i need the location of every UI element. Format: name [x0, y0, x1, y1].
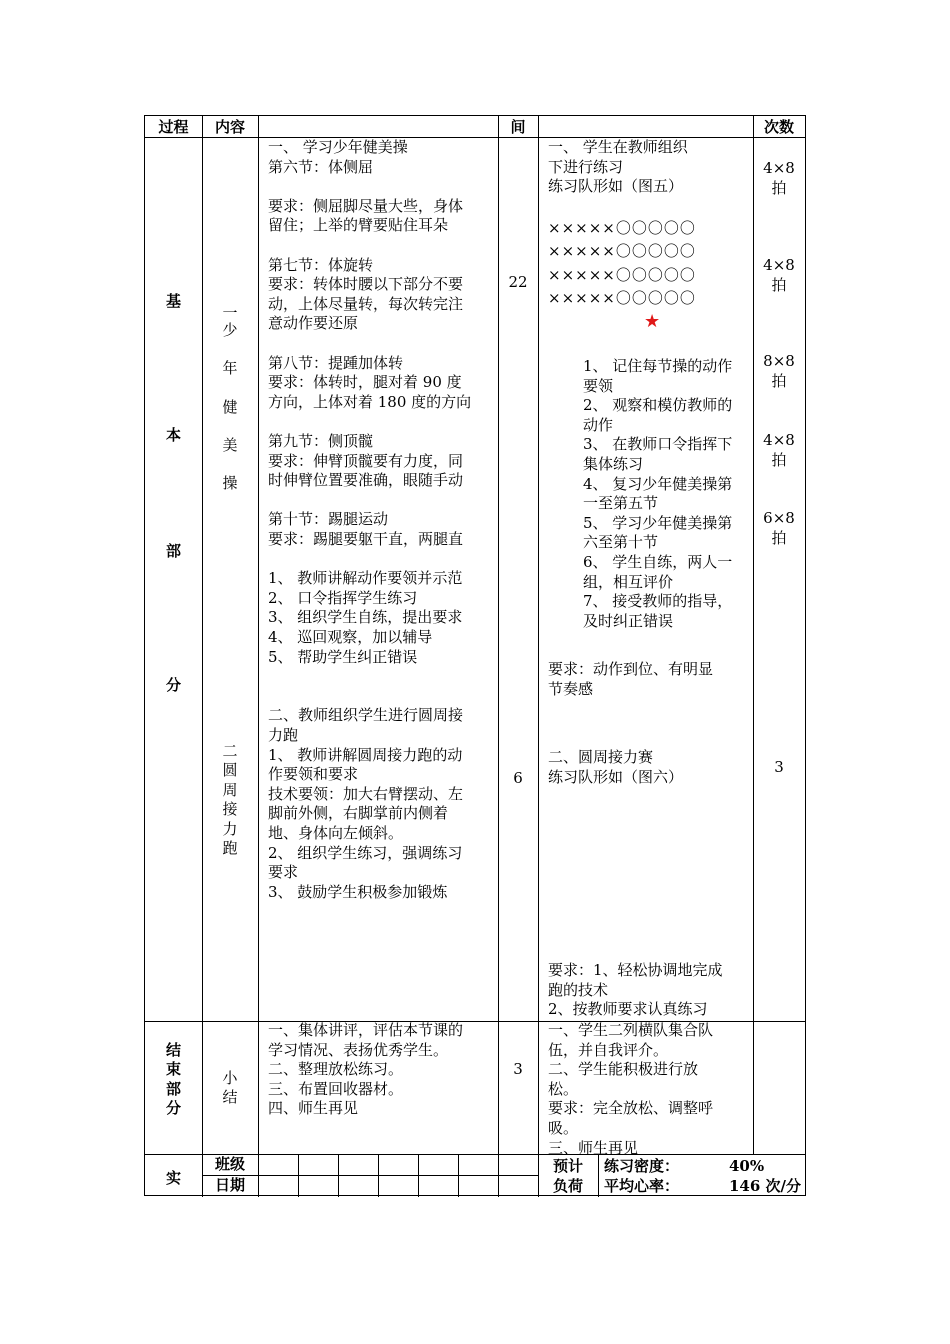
relay-line: 二、圆周接力赛 [548, 748, 654, 766]
student-line: 三、师生再见 [548, 1138, 639, 1157]
col-line [538, 116, 539, 1197]
class-label: 班级 [214, 1155, 245, 1173]
student-line: 一、学生二列横队集合队 [548, 1021, 714, 1039]
teacher-line: 地、身体向左倾斜。 [268, 824, 404, 842]
teacher-line: 第六节：体侧屈 [268, 157, 374, 176]
step-line: 组，相互评价 [583, 572, 674, 591]
teacher-line: 2、 口令指挥学生练习 [268, 588, 418, 607]
count-value: 4×8 [763, 256, 795, 274]
section-char: 部 [165, 542, 181, 560]
content-char: 一 [222, 304, 238, 322]
section-char: 实 [165, 1169, 181, 1187]
teacher-line: 动，上体尽量转，每次转完注 [268, 294, 464, 313]
col-line [258, 116, 259, 1197]
teacher-line: 要求：侧屈脚尽量大些，身体 [268, 196, 464, 215]
teacher-line: 第八节：提踵加体转 [268, 353, 404, 372]
content-char: 小 [222, 1069, 238, 1087]
teacher-line: 四、师生再见 [268, 1099, 359, 1118]
formation-row: ×××××〇〇〇〇〇 [548, 242, 696, 260]
teacher-line: 学习情况、表扬优秀学生。 [268, 1040, 449, 1059]
header-count: 次数 [763, 118, 794, 136]
requirement-line: 2、按教师要求认真练习 [548, 1000, 708, 1019]
time-value: 6 [513, 769, 523, 787]
teacher-line: 3、 组织学生自练，提出要求 [268, 608, 463, 627]
step-line: 六至第十节 [583, 533, 659, 552]
header-time: 间 [510, 118, 526, 136]
requirement-line: 要求：1、轻松协调地完成 [548, 961, 723, 979]
count-value: 8×8 [763, 352, 795, 370]
teacher-line: 要求：踢腿要躯干直，两腿直 [268, 530, 464, 548]
teacher-line: 时伸臂位置要准确，眼随手动 [268, 471, 464, 490]
teacher-position-star-icon: ★ [644, 311, 661, 332]
student-line: 伍，并自我评介。 [548, 1040, 669, 1059]
teacher-line: 力跑 [268, 726, 299, 744]
density-label: 练习密度： [604, 1157, 680, 1175]
student-line: 要求：完全放松、调整呼 [548, 1099, 714, 1118]
section-char: 部 [165, 1080, 181, 1098]
date-label: 日期 [214, 1176, 245, 1194]
content-char: 跑 [222, 839, 238, 857]
estimate-label: 负荷 [552, 1176, 583, 1195]
teacher-line: 3、 鼓励学生积极参加锻炼 [268, 882, 448, 901]
teacher-line: 作要领和要求 [268, 765, 359, 784]
section-char: 分 [165, 1099, 181, 1117]
teacher-line: 第十节：踢腿运动 [268, 510, 389, 529]
requirement-line: 节奏感 [548, 679, 594, 698]
count-value: 4×8 [763, 431, 795, 449]
teacher-line: 第九节：侧顶髋 [268, 432, 374, 450]
requirement-line: 跑的技术 [548, 980, 609, 999]
teacher-line: 一、 学习少年健美操 [268, 138, 408, 156]
col-line [202, 116, 203, 1197]
step-line: 5、 学习少年健美操第 [583, 513, 733, 532]
student-line: 练习队形如（图五） [548, 177, 684, 196]
teacher-line: 5、 帮助学生纠正错误 [268, 647, 418, 666]
student-line: 一、 学生在教师组织 [548, 138, 688, 156]
count-unit: 拍 [771, 178, 787, 197]
formation-row: ×××××〇〇〇〇〇 [548, 219, 696, 237]
header-process: 过程 [158, 118, 189, 136]
step-line: 集体练习 [583, 455, 644, 473]
student-line: 二、学生能积极进行放 [548, 1060, 699, 1079]
teacher-line: 要求：伸臂顶髋要有力度，同 [268, 451, 464, 470]
header-content: 内容 [214, 118, 245, 136]
estimate-label: 预计 [552, 1157, 583, 1175]
step-line: 4、 复习少年健美操第 [583, 474, 733, 493]
teacher-line: 1、 教师讲解圆周接力跑的动 [268, 745, 463, 764]
section-char: 本 [165, 426, 181, 444]
teacher-line: 脚前外侧，右脚掌前内侧着 [268, 804, 449, 823]
teacher-line: 意动作要还原 [268, 314, 359, 333]
teacher-line: 二、教师组织学生进行圆周接 [268, 706, 464, 725]
step-line: 7、 接受教师的指导， [583, 592, 733, 611]
density-value: 40% [729, 1157, 765, 1175]
teacher-line: 二、整理放松练习。 [268, 1060, 404, 1079]
teacher-line: 要求：转体时腰以下部分不要 [268, 275, 464, 294]
time-value: 22 [508, 273, 528, 291]
content-char: 接 [222, 800, 238, 818]
section-char: 束 [165, 1060, 181, 1078]
count-unit: 拍 [771, 528, 787, 547]
teacher-line: 第七节：体旋转 [268, 255, 374, 274]
content-char: 美 [222, 436, 238, 454]
content-char: 力 [222, 820, 238, 838]
count-unit: 拍 [771, 275, 787, 294]
content-char: 年 [222, 359, 238, 377]
requirement-line: 要求：动作到位、有明显 [548, 660, 714, 678]
teacher-line: 三、布置回收器材。 [268, 1079, 404, 1098]
teacher-line: 1、 教师讲解动作要领并示范 [268, 569, 463, 588]
count-value: 6×8 [763, 509, 795, 527]
footer-grid-line [598, 1154, 599, 1197]
section-char: 基 [165, 292, 181, 310]
step-line: 2、 观察和模仿教师的 [583, 396, 733, 415]
student-line: 松。 [548, 1079, 579, 1098]
count-value: 4×8 [763, 159, 795, 177]
count-unit: 拍 [771, 371, 787, 390]
section-char: 分 [165, 676, 181, 694]
content-char: 圆 [222, 761, 238, 779]
formation-row: ×××××〇〇〇〇〇 [548, 266, 696, 284]
content-char: 结 [222, 1088, 238, 1106]
student-line: 吸。 [548, 1119, 579, 1137]
heart-rate-value: 146 次/分 [729, 1176, 802, 1195]
content-char: 周 [222, 781, 238, 799]
content-char: 二 [222, 742, 238, 760]
lesson-plan-table [144, 115, 806, 1196]
relay-line: 练习队形如（图六） [548, 767, 684, 786]
teacher-line: 一、集体讲评，评估本节课的 [268, 1021, 464, 1039]
teacher-line: 2、 组织学生练习，强调练习 [268, 843, 463, 862]
teacher-line: 4、 巡回观察，加以辅导 [268, 628, 433, 646]
formation-row: ×××××〇〇〇〇〇 [548, 289, 696, 307]
step-line: 1、 记住每节操的动作 [583, 357, 733, 375]
step-line: 及时纠正错误 [583, 611, 674, 630]
content-char: 少 [222, 321, 238, 339]
step-line: 6、 学生自练，两人一 [583, 553, 733, 571]
section-char: 结 [165, 1041, 181, 1059]
step-line: 动作 [583, 415, 614, 434]
step-line: 3、 在教师口令指挥下 [583, 435, 733, 454]
content-char: 操 [222, 474, 238, 492]
teacher-line: 要求：体转时，腿对着 90 度 [268, 373, 462, 392]
heart-rate-label: 平均心率： [604, 1176, 680, 1195]
count-unit: 拍 [771, 450, 787, 469]
content-char: 健 [222, 398, 238, 416]
teacher-line: 方向，上体对着 180 度的方向 [268, 392, 472, 411]
teacher-line: 技术要领：加大右臂摆动、左 [268, 784, 464, 803]
time-value: 3 [513, 1060, 523, 1078]
step-line: 要领 [583, 376, 614, 395]
count-value: 3 [774, 758, 784, 776]
teacher-line: 要求 [268, 863, 299, 882]
student-line: 下进行练习 [548, 157, 624, 176]
step-line: 一至第五节 [583, 494, 659, 513]
teacher-line: 留住；上举的臂要贴住耳朵 [268, 216, 449, 235]
